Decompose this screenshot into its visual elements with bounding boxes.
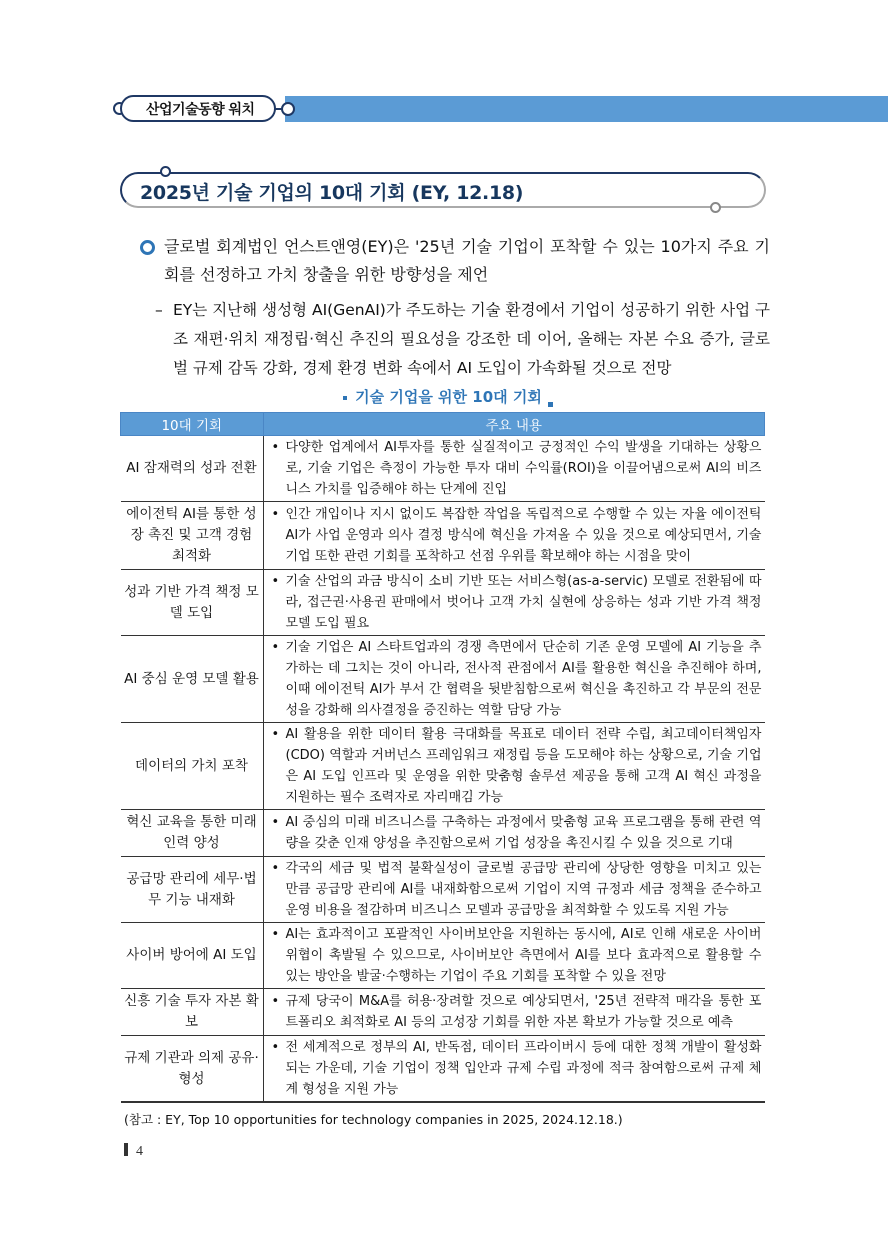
series-label: 산업기술동향 워치 [146, 101, 255, 118]
page-number [124, 1143, 143, 1160]
table-row [121, 636, 765, 723]
opportunity-name: 데이터의 가치 포착 [121, 723, 264, 810]
table-row [121, 1036, 765, 1103]
opportunity-detail: • 기술 기업은 AI 스타트업과의 경쟁 측면에서 단순히 기존 운영 모델에 AI 기능을 추가하는 데 그치는 것이 아니라, 전사적 관점에서 AI를 활용한 혁신을 추진해야 하며, 이때 에이전틱 AI가 부서 간 협력을 뒷받침함으로써 혁신을 촉진하고 각 부문의 전문성을 강화해 의사결정을 증진하는 역할 담당 가능 [263, 636, 765, 723]
table-row [121, 857, 765, 923]
opportunity-detail: • 다양한 업계에서 AI투자를 통한 실질적이고 긍정적인 수익 발생을 기대하는 상황으로, 기술 기업은 측정이 가능한 투자 대비 수익률(ROI)을 이끌어냄으로써 AI의 비즈니스 가치를 입증해야 하는 단계에 진입 [263, 436, 765, 502]
table-row [121, 923, 765, 989]
header-band [285, 96, 888, 122]
opportunity-name: 신흥 기술 투자 자본 확보 [121, 989, 264, 1036]
opportunity-name: 에이전틱 AI를 통한 성장 촉진 및 고객 경험 최적화 [121, 502, 264, 570]
opportunity-detail: • 기술 산업의 과금 방식이 소비 기반 또는 서비스형(as-a-servic) 모델로 전환됨에 따라, 접근권·사용권 판매에서 벗어나 고객 가치 실현에 상응하는 성과 기반 가격 책정 모델 도입 필요 [263, 570, 765, 636]
opportunity-detail: • AI는 효과적이고 포괄적인 사이버보안을 지원하는 동시에, AI로 인해 새로운 사이버 위협이 촉발될 수 있으므로, 사이버보안 측면에서 AI를 보다 효과적으로 활용할 수 있는 방안을 발굴·수행하는 기업이 주요 기회를 포착할 수 있을 전망 [263, 923, 765, 989]
table-row [121, 502, 765, 570]
opportunity-name: 사이버 방어에 AI 도입 [121, 923, 264, 989]
section-dot-top [160, 166, 171, 177]
table-row [121, 436, 765, 502]
opportunity-name: 공급망 관리에 세무·법무 기능 내재화 [121, 857, 264, 923]
opportunity-detail: • AI 중심의 미래 비즈니스를 구축하는 과정에서 맞춤형 교육 프로그램을 통해 관련 역량을 갖춘 인재 양성을 추진함으로써 기업 성장을 촉진시킬 수 있을 것으로 기대 [263, 810, 765, 857]
opportunity-detail: • 인간 개입이나 지시 없이도 복잡한 작업을 독립적으로 수행할 수 있는 자율 에이전틱 AI가 사업 운영과 의사 결정 방식에 혁신을 가져올 수 있을 것으로 예상되면서, 기술 기업 또한 관련 기회를 포착하고 선점 우위를 확보해야 하는 시점을 맞이 [263, 502, 765, 570]
main-bullet-text: 글로벌 회계법인 언스트앤영(EY)은 '25년 기술 기업이 포착할 수 있는 10가지 주요 기회를 선정하고 가치 창출을 위한 방향성을 제언 [164, 237, 770, 284]
bullet-circle-icon [140, 240, 155, 255]
opportunity-name: 성과 기반 가격 책정 모델 도입 [121, 570, 264, 636]
opportunities-table [120, 412, 765, 1103]
table-row [121, 810, 765, 857]
header-dot-right [281, 102, 295, 116]
opportunity-name: AI 잠재력의 성과 전환 [121, 436, 264, 502]
table-row [121, 989, 765, 1036]
table-caption [0, 386, 888, 407]
opportunity-name: 규제 기관과 의제 공유·형성 [121, 1036, 264, 1103]
opportunity-detail: • 각국의 세금 및 법적 불확실성이 글로벌 공급망 관리에 상당한 영향을 미치고 있는 만큼 공급망 관리에 AI를 내재화함으로써 기업이 지역 규정과 세금 정책을 준수하고 운영 비용을 절감하며 비즈니스 모델과 공급망을 최적화할 수 있도록 지원 가능 [263, 857, 765, 923]
table-header-row [121, 413, 765, 436]
caption-square-icon [343, 396, 347, 400]
opportunity-detail: • 전 세계적으로 정부의 AI, 반독점, 데이터 프라이버시 등에 대한 정책 개발이 활성화되는 가운데, 기술 기업이 정책 입안과 규제 수립 과정에 적극 참여함으로써 규제 체계 형성을 지원 가능 [263, 1036, 765, 1103]
table-caption-text: 기술 기업을 위한 10대 기회 [355, 388, 542, 406]
header-pill [120, 95, 276, 122]
dash-marker: – [155, 301, 163, 319]
opportunity-name: 혁신 교육을 통한 미래 인력 양성 [121, 810, 264, 857]
page-marker [124, 1143, 128, 1156]
page-number-text: 4 [136, 1144, 143, 1159]
column-header: 주요 내용 [263, 413, 765, 436]
sub-bullet [155, 296, 770, 383]
opportunity-name: AI 중심 운영 모델 활용 [121, 636, 264, 723]
column-header: 10대 기회 [121, 413, 264, 436]
opportunity-detail: • 규제 당국이 M&A를 허용·장려할 것으로 예상되면서, '25년 전략적 매각을 통한 포트폴리오 최적화로 AI 등의 고성장 기회를 위한 자본 확보가 가능할 것으로 예측 [263, 989, 765, 1036]
table-row [121, 723, 765, 810]
opportunity-detail: • AI 활용을 위한 데이터 활용 극대화를 목표로 데이터 전략 수립, 최고데이터책임자(CDO) 역할과 거버넌스 프레임워크 재정립 등을 도모해야 하는 상황으로, 기술 기업은 AI 도입 인프라 및 운영을 위한 맞춤형 솔루션 제공을 통해 고객 AI 혁신 과정을 지원하는 필수 조력자로 자리매김 가능 [263, 723, 765, 810]
caption-square-icon [548, 402, 553, 407]
section-title: 2025년 기술 기업의 10대 기회 (EY, 12.18) [140, 182, 524, 204]
source-citation: (참고 : EY, Top 10 opportunities for technology companies in 2025, 2024.12.18.) [124, 1112, 623, 1127]
table-row [121, 570, 765, 636]
section-dot-bottom [710, 202, 721, 213]
sub-bullet-text: EY는 지난해 생성형 AI(GenAI)가 주도하는 기술 환경에서 기업이 성공하기 위한 사업 구조 재편·위치 재정립·혁신 추진의 필요성을 강조한 데 이어, 올해는 자본 수요 증가, 글로벌 규제 감독 강화, 경제 환경 변화 속에서 AI 도입이 가속화될 것으로 전망 [173, 301, 770, 377]
main-bullet [140, 233, 770, 289]
